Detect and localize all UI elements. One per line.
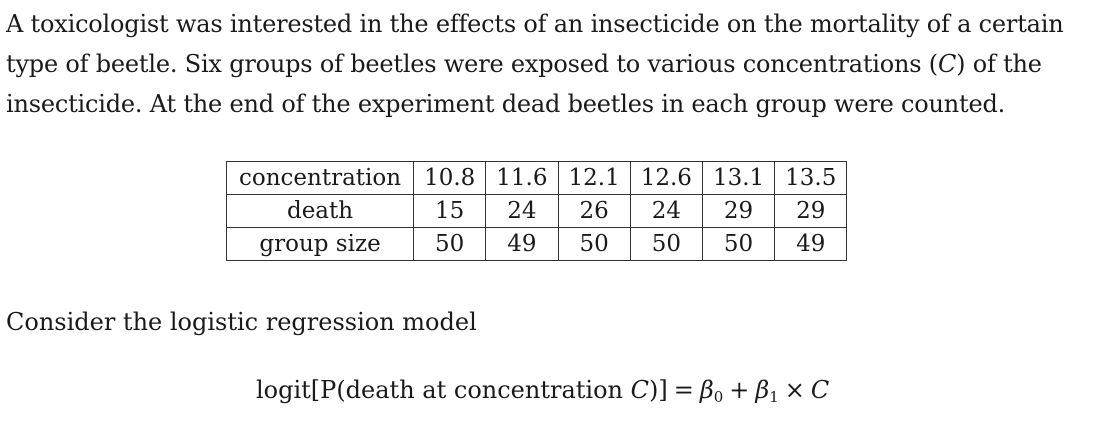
table-cell: 29 [702, 195, 774, 228]
table-cell: 11.6 [486, 162, 558, 195]
table-cell: 50 [702, 228, 774, 261]
table-cell: 49 [486, 228, 558, 261]
table-cell: 12.6 [630, 162, 702, 195]
intro-text-2: ) of the insecticide. At the end of the experiment dead beetles in each group were counted. [6, 50, 1042, 118]
row-header-group-size: group size [227, 228, 414, 261]
table-cell: 13.1 [702, 162, 774, 195]
table-cell: 50 [414, 228, 486, 261]
equation-lhs-start: logit[P(death at concentration [256, 376, 631, 404]
table-cell: 49 [775, 228, 847, 261]
equation-rhs-variable-c: C [810, 376, 830, 404]
concentration-variable: C [937, 50, 957, 78]
equation-variable-c: C [630, 376, 649, 404]
table-cell: 24 [630, 195, 702, 228]
beta-0-subscript: 0 [713, 388, 724, 406]
beta-1-subscript: 1 [769, 388, 779, 406]
table-cell: 29 [775, 195, 847, 228]
beetle-data-table [226, 161, 847, 261]
row-header-death: death [227, 195, 414, 228]
beta-0-symbol: β [699, 376, 714, 404]
times-sign: × [784, 376, 805, 404]
model-intro-text: Consider the logistic regression model [6, 308, 477, 336]
table-row-death [227, 195, 847, 228]
table-row-group-size [227, 228, 847, 261]
row-header-concentration: concentration [227, 162, 414, 195]
beta-1-symbol: β [755, 376, 770, 404]
table-cell: 10.8 [414, 162, 486, 195]
plus-sign: + [729, 376, 750, 404]
intro-text-1: A toxicologist was interested in the effects of an insecticide on the mortality of a certain type of beetle. Six groups of beetles were exposed to various concentrations ( [6, 10, 1064, 78]
equation-lhs-end: )] [648, 376, 668, 404]
table-cell: 26 [558, 195, 630, 228]
table-cell: 24 [486, 195, 558, 228]
table-cell: 13.5 [775, 162, 847, 195]
table-row-concentration [227, 162, 847, 195]
table-cell: 50 [558, 228, 630, 261]
equals-sign: = [673, 376, 694, 404]
logistic-model-equation [256, 372, 829, 408]
problem-intro [6, 4, 1102, 124]
table-cell: 12.1 [558, 162, 630, 195]
table-cell: 50 [630, 228, 702, 261]
table-cell: 15 [414, 195, 486, 228]
